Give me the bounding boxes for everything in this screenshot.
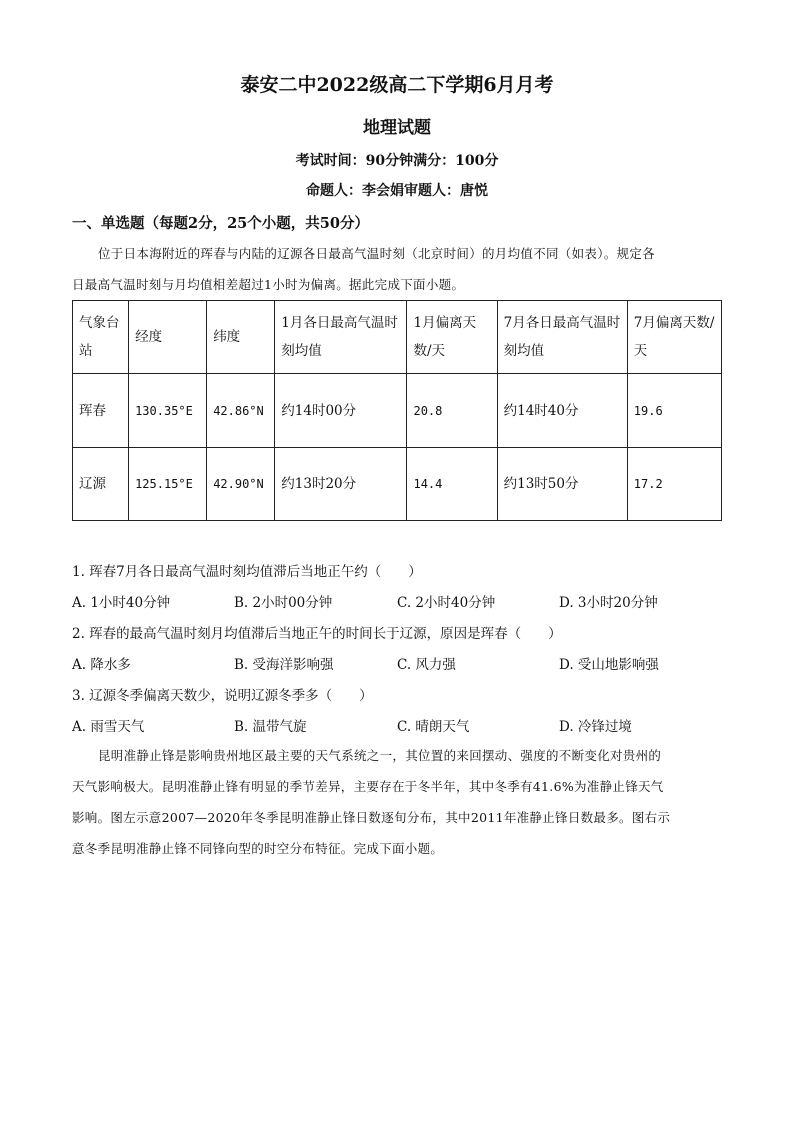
intro-line: 位于日本海附近的珲春与内陆的辽源各日最高气温时刻（北京时间）的月均值不同（如表）。规定各 (98, 246, 655, 261)
table-row (73, 448, 722, 521)
option-c: C. 晴朗天气 (397, 719, 470, 735)
option-d: D. 3小时20分钟 (559, 595, 658, 611)
intro-line: 影响。图左示意2007—2020年冬季昆明准静止锋日数逐旬分布，其中2011年准静止锋日数最多。图右示 (72, 810, 671, 825)
intro-line: 意冬季昆明准静止锋不同锋向型的时空分布特征。完成下面小题。 (72, 841, 444, 856)
section-heading: 一、单选题（每题2分，25个小题，共50分） (72, 215, 369, 232)
subject-title: 地理试题 (363, 118, 431, 138)
table-row (73, 374, 722, 448)
option-a: A. 降水多 (72, 657, 131, 673)
option-d: D. 受山地影响强 (559, 657, 659, 673)
option-a: A. 雨雪天气 (72, 719, 145, 735)
table-header-cell: 7月偏离天数/天 (627, 301, 721, 374)
exam-title: 泰安二中2022级高二下学期6月月考 (240, 74, 554, 96)
intro-paragraph-2 (72, 740, 722, 864)
table-header-cell: 气象台站 (73, 301, 129, 374)
table-cell: 辽源 (73, 448, 129, 521)
table-cell: 42.86°N (207, 374, 275, 448)
table-cell: 19.6 (627, 374, 721, 448)
table-cell: 约14时40分 (497, 374, 627, 448)
table-cell: 125.15°E (129, 448, 207, 521)
table-cell: 20.8 (407, 374, 497, 448)
table-cell: 约13时50分 (497, 448, 627, 521)
author-info: 命题人：李会娟审题人：唐悦 (306, 183, 488, 199)
intro-line: 日最高气温时刻与月均值相差超过1小时为偏离。据此完成下面小题。 (72, 277, 465, 292)
option-c: C. 2小时40分钟 (397, 595, 496, 611)
table-cell: 珲春 (73, 374, 129, 448)
table-header-row (73, 301, 722, 374)
table-header-cell: 纬度 (207, 301, 275, 374)
table-header-cell: 7月各日最高气温时刻均值 (497, 301, 627, 374)
question-2-stem: 2. 珲春的最高气温时刻月均值滞后当地正午的时间长于辽源，原因是珲春（ ） (72, 626, 562, 642)
table-cell: 130.35°E (129, 374, 207, 448)
exam-info: 考试时间：90分钟满分：100分 (295, 153, 499, 169)
table-cell: 42.90°N (207, 448, 275, 521)
option-b: B. 温带气旋 (234, 719, 307, 735)
option-c: C. 风力强 (397, 657, 456, 673)
table-header-cell: 经度 (129, 301, 207, 374)
option-d: D. 冷锋过境 (559, 719, 632, 735)
question-1-stem: 1. 珲春7月各日最高气温时刻均值滞后当地正午约（ ） (72, 564, 422, 580)
option-b: B. 2小时00分钟 (234, 595, 333, 611)
intro-line: 天气影响极大。昆明准静止锋有明显的季节差异，主要存在于冬半年，其中冬季有41.6%为准静止锋天气 (72, 779, 664, 794)
table-header-cell: 1月各日最高气温时刻均值 (275, 301, 407, 374)
intro-line: 昆明准静止锋是影响贵州地区最主要的天气系统之一，其位置的来回摆动、强度的不断变化对贵州的 (98, 748, 662, 763)
table-cell: 约13时20分 (275, 448, 407, 521)
climate-table (72, 300, 722, 521)
table-header-cell: 1月偏离天数/天 (407, 301, 497, 374)
option-a: A. 1小时40分钟 (72, 595, 171, 611)
table-cell: 14.4 (407, 448, 497, 521)
table-cell: 17.2 (627, 448, 721, 521)
table-cell: 约14时00分 (275, 374, 407, 448)
option-b: B. 受海洋影响强 (234, 657, 334, 673)
intro-paragraph-1 (72, 238, 722, 300)
question-3-stem: 3. 辽源冬季偏离天数少，说明辽源冬季多（ ） (72, 688, 373, 704)
